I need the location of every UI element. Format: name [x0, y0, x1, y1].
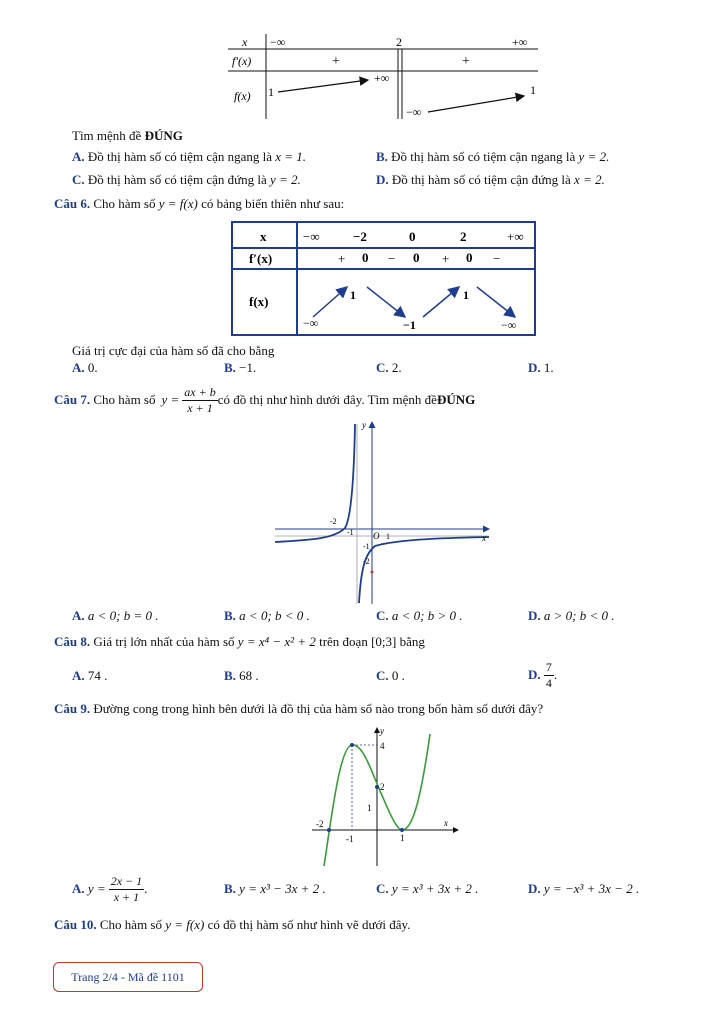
q6t-fp2: −: [388, 251, 396, 266]
q7-numerator: ax + b: [184, 384, 216, 399]
q6t-x4: +∞: [507, 229, 524, 244]
q6-question: Giá trị cực đại của hàm số đã cho bằng: [72, 343, 275, 358]
q6t-fp1: 0: [362, 250, 369, 265]
q6t-f1: 1: [350, 288, 356, 302]
q7-lbl-neg1-x: -1: [347, 528, 354, 537]
q6t-f2: −1: [403, 318, 416, 332]
q8-d-num: 7: [545, 659, 552, 674]
q9-a-num: 2x − 1: [110, 873, 143, 888]
q5-option-d[interactable]: D. Đồ thị hàm số có tiệm cận đứng là x = 2.: [376, 172, 605, 187]
page-footer: Trang 2/4 - Mã đề 1101: [53, 962, 203, 992]
q6t-fp4: +: [442, 251, 450, 266]
q6t-fp5: 0: [466, 250, 473, 265]
q6t-fp3: 0: [413, 250, 420, 265]
q5-option-a[interactable]: A. Đồ thị hàm số có tiệm cận ngang là x = 1.: [72, 149, 307, 164]
q8-option-c[interactable]: C. 0 .: [376, 668, 405, 683]
q7-lbl-neg2-y2: -2: [363, 557, 370, 566]
q6-option-a[interactable]: A. 0.: [72, 360, 98, 375]
tt-f2: −∞: [406, 105, 422, 119]
tt-f-label: f(x): [234, 89, 251, 103]
q8-option-b[interactable]: B. 68 .: [224, 668, 259, 683]
q8-d-den: 4: [545, 675, 552, 690]
q6t-fp-label: f′(x): [249, 251, 273, 266]
q7-origin: O: [373, 531, 380, 541]
tt-fp0: +: [332, 54, 340, 69]
q8-option-a[interactable]: A. 74 .: [72, 668, 108, 683]
q10-stem: Câu 10. Cho hàm số y = f(x) có đồ thị hàm số như hình vẽ dưới đây.: [54, 917, 411, 932]
q5-option-c[interactable]: C. Đồ thị hàm số có tiệm cận đứng là y = 2.: [72, 172, 301, 187]
q7-option-b[interactable]: B. a < 0; b < 0 .: [224, 608, 310, 623]
q7-denominator: x + 1: [187, 400, 213, 415]
tt-f1: +∞: [374, 71, 390, 85]
q9-lbl-neg2: -2: [316, 819, 324, 829]
q5-option-b[interactable]: B. Đồ thị hàm số có tiệm cận ngang là y = 2.: [376, 149, 610, 164]
q6t-f-label: f(x): [249, 294, 269, 309]
q6-variation-table: [231, 221, 537, 337]
q7-option-d[interactable]: D. a > 0; b < 0 .: [528, 608, 615, 623]
top-variation-table: [228, 34, 540, 122]
q6t-x0: −∞: [303, 229, 320, 244]
q9-lbl-neg1: -1: [346, 834, 354, 844]
tt-f0: 1: [268, 85, 274, 99]
q8-option-d[interactable]: D. $\frac{7}{4}$ .: [528, 659, 558, 690]
q9-stem: Câu 9. Đường cong trong hình bên dưới là đồ thị của hàm số nào trong bốn hàm số dưới đây?: [54, 701, 544, 716]
q7-lbl-1-x: 1: [386, 532, 390, 541]
q7-x-axis: x: [482, 533, 486, 543]
q6t-fp0: +: [338, 251, 346, 266]
q7-lbl-neg1-y: -1: [363, 542, 370, 551]
q7-option-a[interactable]: A. a < 0; b = 0 .: [72, 608, 159, 623]
q7-stem: Câu 7. Cho hàm số y = $\frac{ax + b}{x + 1}$ có đồ thị như hình dưới đây. Tìm mệnh đề ĐÚNG: [54, 384, 476, 415]
tt-x1: 2: [396, 35, 402, 49]
q6t-x2: 0: [409, 229, 416, 244]
q6t-x-label: x: [260, 229, 267, 244]
q6-stem: Câu 6. Cho hàm số y = f(x) có bảng biến thiên như sau:: [54, 196, 345, 211]
tt-x0: −∞: [270, 35, 286, 49]
q6t-f4: −∞: [501, 318, 517, 332]
q6t-x3: 2: [460, 229, 467, 244]
q9-lbl-2: 2: [380, 782, 385, 792]
q9-option-c[interactable]: C. y = x³ + 3x + 2 .: [376, 881, 479, 896]
q9-option-d[interactable]: D. y = −x³ + 3x − 2 .: [528, 881, 640, 896]
tt-x-label: x: [242, 35, 248, 49]
q9-y-axis: y: [380, 726, 384, 736]
q6-option-d[interactable]: D. 1.: [528, 360, 554, 375]
tt-fp-label: f′(x): [232, 54, 252, 68]
tt-f3: 1: [530, 83, 536, 97]
tt-x2: +∞: [512, 35, 528, 49]
q9-option-b[interactable]: B. y = x³ − 3x + 2 .: [224, 881, 326, 896]
q9-lbl-4: 4: [380, 741, 385, 751]
q9-a-den: x + 1: [113, 889, 140, 904]
q6t-f3: 1: [463, 288, 469, 302]
q9-x-axis: x: [444, 818, 448, 828]
q9-option-a[interactable]: A. y = $\frac{2x - 1}{x + 1}$ .: [72, 873, 148, 904]
q5-prompt: Tìm mệnh đề ĐÚNG: [72, 128, 183, 143]
q6t-fp6: −: [493, 251, 501, 266]
tt-fp1: +: [462, 54, 470, 69]
q7-graph: [275, 418, 495, 604]
q7-y-axis: y: [362, 420, 366, 430]
q7-option-c[interactable]: C. a < 0; b > 0 .: [376, 608, 463, 623]
q6t-f0: −∞: [303, 316, 319, 330]
q8-stem: Câu 8. Giá trị lớn nhất của hàm số y = x⁴ − x² + 2 trên đoạn [0;3] bằng: [54, 634, 425, 649]
q6t-x1: −2: [353, 229, 367, 244]
q6-option-b[interactable]: B. −1.: [224, 360, 257, 375]
q9-graph: [312, 724, 460, 868]
q9-lbl-1x: 1: [400, 833, 405, 843]
q6-option-c[interactable]: C. 2.: [376, 360, 402, 375]
q9-lbl-1: 1: [367, 803, 372, 813]
q7-lbl-neg2-y: -2: [330, 517, 337, 526]
